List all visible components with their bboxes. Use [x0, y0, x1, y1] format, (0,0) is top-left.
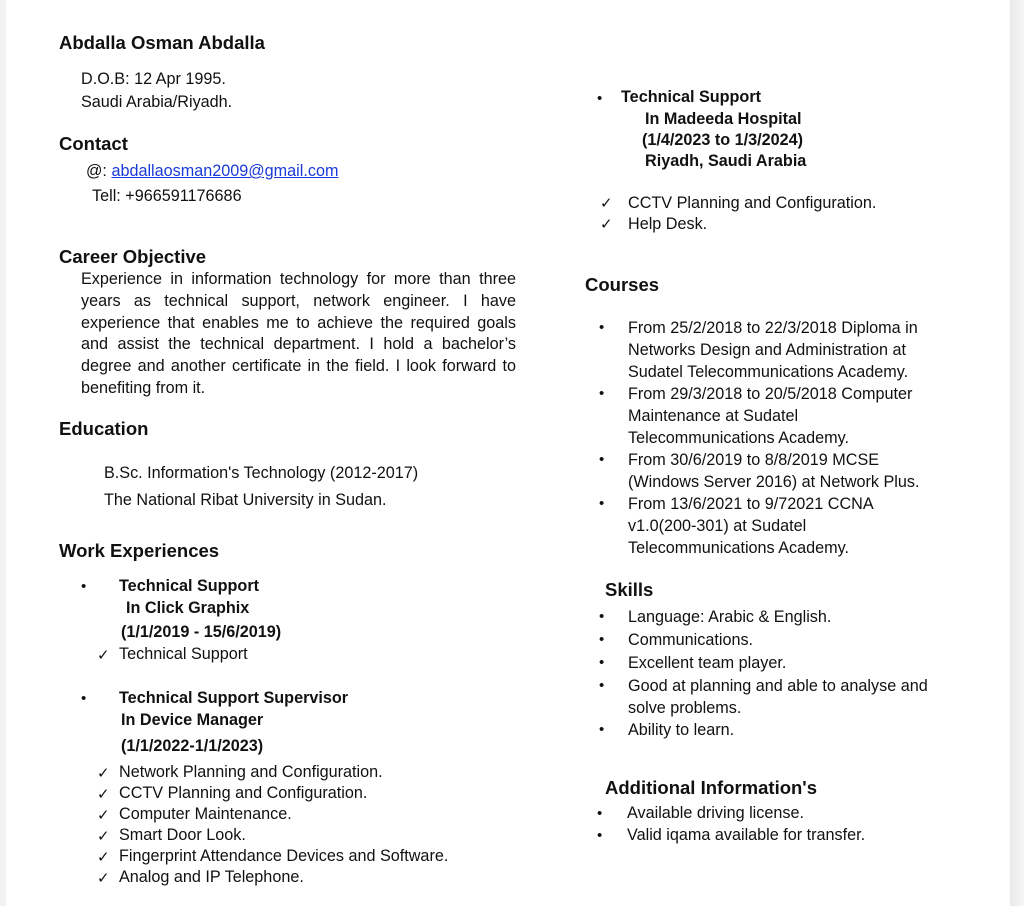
additional-item: Valid iqama available for transfer.: [627, 826, 866, 844]
course-line: v1.0(200-301) at Sudatel: [628, 517, 807, 535]
job-bullet: •: [597, 90, 603, 107]
job-task: Fingerprint Attendance Devices and Software.: [119, 847, 449, 865]
check-icon: ✓: [97, 765, 110, 782]
job-title: Technical Support: [119, 577, 260, 595]
course-line: Sudatel Telecommunications Academy.: [628, 363, 909, 381]
course-line: (Windows Server 2016) at Network Plus.: [628, 473, 920, 491]
bullet: •: [599, 319, 605, 336]
skill-line: Ability to learn.: [628, 721, 735, 739]
skill-line: Language: Arabic & English.: [628, 608, 832, 626]
job-place: Riyadh, Saudi Arabia: [645, 152, 807, 170]
job-task: Smart Door Look.: [119, 826, 246, 844]
list-item: [599, 449, 920, 493]
education-school: The National Ribat University in Sudan.: [104, 491, 387, 509]
courses-heading: Courses: [585, 274, 660, 295]
course-line: Telecommunications Academy.: [628, 539, 850, 557]
list-item: [599, 675, 928, 719]
location: Saudi Arabia/Riyadh.: [81, 93, 233, 111]
bullet: •: [599, 631, 605, 648]
skill-line: Communications.: [628, 631, 754, 649]
job-task: Computer Maintenance.: [119, 805, 292, 823]
email-line: [86, 162, 338, 181]
page-right-edge: [1010, 0, 1024, 906]
course-line: Telecommunications Academy.: [628, 429, 850, 447]
list-item: [599, 317, 919, 383]
check-icon: ✓: [97, 786, 110, 803]
education-degree: B.Sc. Information's Technology (2012-2017): [104, 464, 419, 482]
job-company: In Click Graphix: [126, 599, 250, 617]
job-task: Technical Support: [119, 645, 248, 663]
check-icon: ✓: [97, 828, 110, 845]
job-bullet: •: [81, 690, 87, 707]
job-period: (1/4/2023 to 1/3/2024): [642, 131, 804, 149]
check-icon: ✓: [97, 870, 110, 887]
bullet: •: [599, 385, 605, 402]
check-icon: ✓: [97, 647, 110, 664]
bullet: •: [599, 654, 605, 671]
course-line: Maintenance at Sudatel: [628, 407, 799, 425]
bullet: •: [597, 827, 603, 844]
bullet: •: [599, 495, 605, 512]
courses-list: [599, 317, 920, 559]
job-task: Analog and IP Telephone.: [119, 868, 304, 886]
check-icon: ✓: [97, 807, 110, 824]
candidate-name: Abdalla Osman Abdalla: [59, 32, 265, 53]
job-task: Help Desk.: [628, 215, 708, 233]
phone-number: Tell: +966591176686: [92, 187, 242, 205]
contact-heading: Contact: [59, 133, 128, 154]
job-task: CCTV Planning and Configuration.: [628, 194, 877, 212]
job-company: In Device Manager: [121, 711, 264, 729]
list-item: [599, 719, 928, 741]
course-line: From 29/3/2018 to 20/5/2018 Computer: [628, 385, 913, 403]
date-of-birth: D.O.B: 12 Apr 1995.: [81, 70, 226, 88]
bullet: •: [599, 721, 605, 738]
additional-item: Available driving license.: [627, 804, 804, 822]
career-objective-heading: Career Objective: [59, 246, 207, 267]
list-item: [599, 652, 928, 674]
skill-line: solve problems.: [628, 699, 742, 717]
check-icon: ✓: [97, 849, 110, 866]
job-bullet: •: [81, 578, 87, 595]
job-title: Technical Support Supervisor: [119, 689, 349, 707]
job-period: (1/1/2019 - 15/6/2019): [121, 623, 282, 641]
email-prefix: @:: [86, 162, 112, 180]
job-company: In Madeeda Hospital: [645, 110, 802, 128]
job-task: CCTV Planning and Configuration.: [119, 784, 368, 802]
additional-info-heading: Additional Information's: [605, 777, 818, 798]
bullet: •: [599, 451, 605, 468]
job-task: Network Planning and Configuration.: [119, 763, 383, 781]
course-line: Networks Design and Administration at: [628, 341, 907, 359]
page-left-edge: [0, 0, 6, 906]
list-item: [599, 606, 928, 628]
job-title: Technical Support: [621, 88, 762, 106]
bullet: •: [597, 805, 603, 822]
list-item: [599, 493, 919, 559]
check-icon: ✓: [600, 216, 613, 233]
course-line: From 30/6/2019 to 8/8/2019 MCSE: [628, 451, 880, 469]
work-experiences-heading: Work Experiences: [59, 540, 220, 561]
email-link[interactable]: abdallaosman2009@gmail.com: [111, 162, 339, 180]
list-item: [599, 383, 919, 449]
skills-list: [599, 606, 928, 741]
job-period: (1/1/2022-1/1/2023): [121, 737, 264, 755]
career-objective-text: Experience in information technology for more than three years as technical support, network engineer. I have experience that enables me to achieve the required goals and assist the technical department. I hold a bachelor’s degree and another certificate in the field. I look forward to benefiting from it.: [81, 270, 516, 397]
skills-heading: Skills: [605, 579, 654, 600]
course-line: From 13/6/2021 to 9/72021 CCNA: [628, 495, 874, 513]
bullet: •: [599, 608, 605, 625]
check-icon: ✓: [600, 195, 613, 212]
skill-line: Good at planning and able to analyse and: [628, 677, 928, 695]
education-heading: Education: [59, 418, 149, 439]
course-line: From 25/2/2018 to 22/3/2018 Diploma in: [628, 319, 918, 337]
list-item: [599, 629, 928, 651]
bullet: •: [599, 677, 605, 694]
skill-line: Excellent team player.: [628, 654, 787, 672]
